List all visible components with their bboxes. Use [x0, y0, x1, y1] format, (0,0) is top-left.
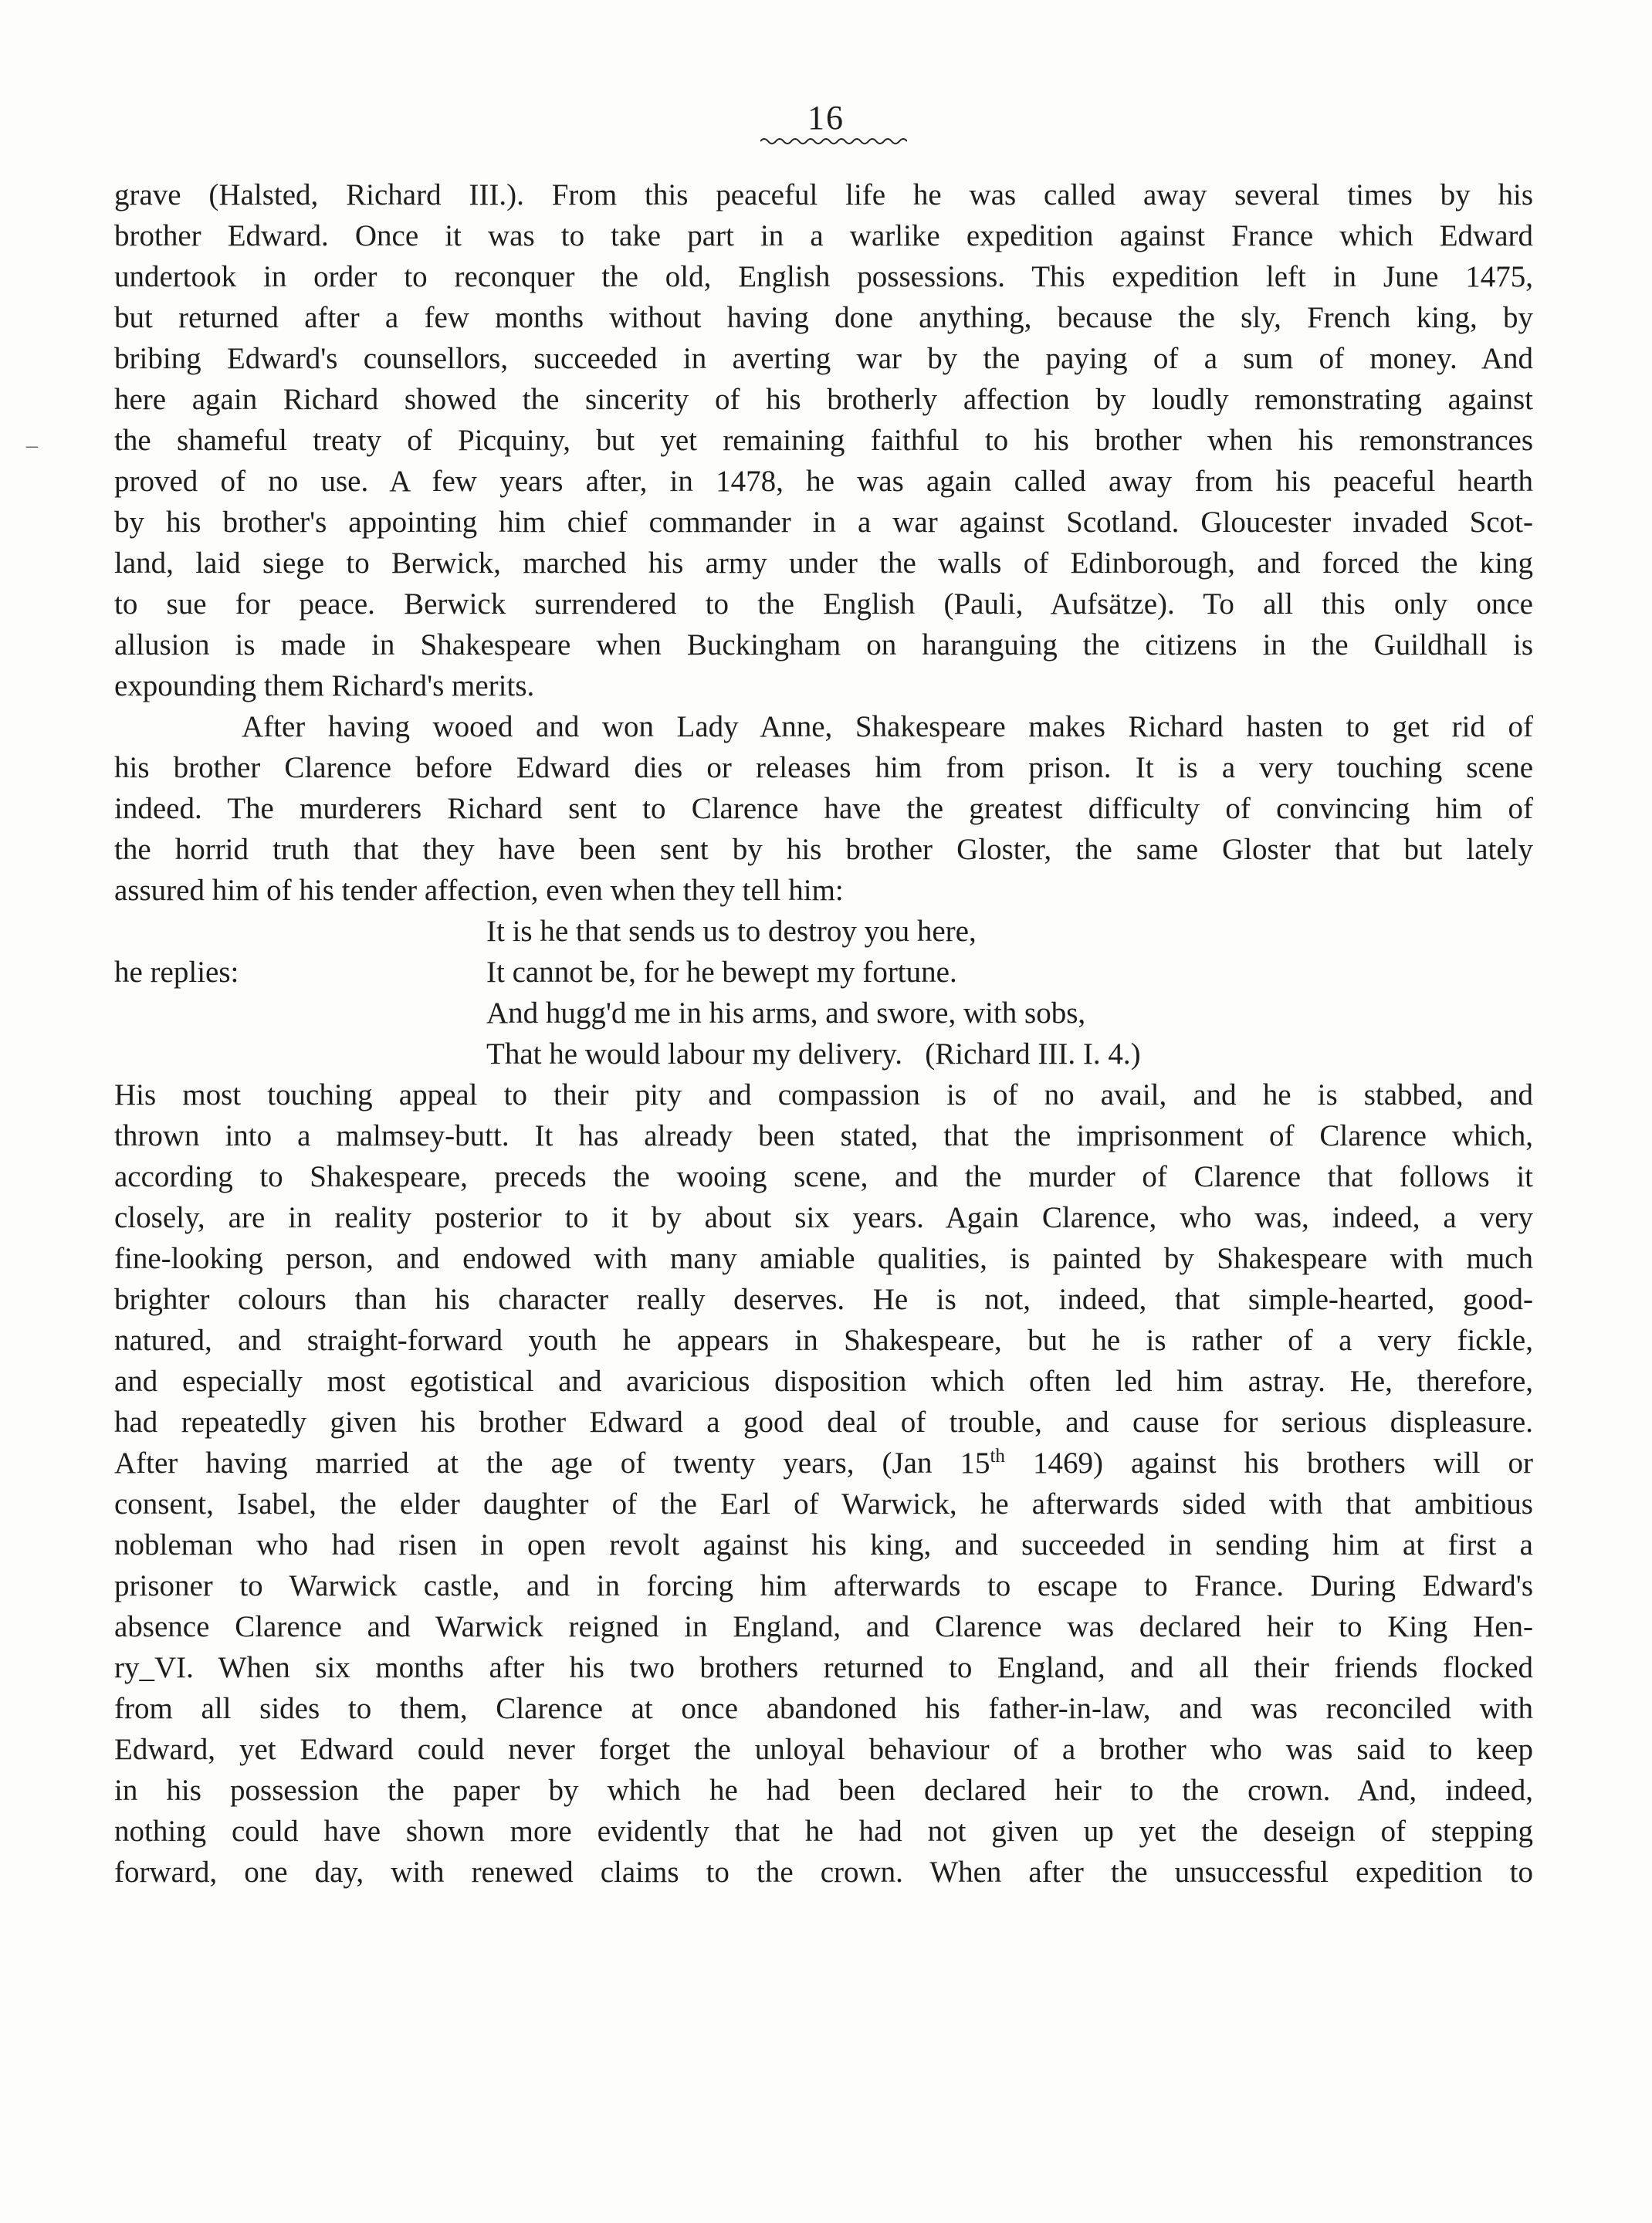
text-line: expounding them Richard's merits.: [114, 669, 535, 702]
text-line: assured him of his tender affection, even when they tell him:: [114, 874, 844, 907]
margin-dash-mark: –: [26, 432, 38, 458]
verse-line: That he would labour my delivery. (Richard III. I. 4.): [486, 1037, 1141, 1071]
paragraph: [114, 1074, 1533, 1893]
text-line: and especially most egotistical and avaricious disposition which often led him astray. He, therefore,: [114, 1365, 1533, 1398]
text-line: undertook in order to reconquer the old, English possessions. This expedition left in June 1475,: [114, 260, 1533, 293]
text-line: His most touching appeal to their pity and compassion is of no avail, and he is stabbed, and: [114, 1078, 1533, 1112]
text-line: brother Edward. Once it was to take part in a warlike expedition against France which Edward: [114, 219, 1533, 252]
text-line: forward, one day, with renewed claims to the crown. When after the unsuccessful expedition to: [114, 1856, 1533, 1889]
text-line: here again Richard showed the sincerity of his brotherly affection by loudly remonstrating against: [114, 383, 1533, 416]
text-line: by his brother's appointing him chief commander in a war against Scotland. Gloucester invaded Scot-: [114, 506, 1533, 539]
text-line: proved of no use. A few years after, in 1478, he was again called away from his peaceful hearth: [114, 465, 1533, 498]
text-line: to sue for peace. Berwick surrendered to the English (Pauli, Aufsätze). To all this only once: [114, 587, 1533, 621]
text-line: After having wooed and won Lady Anne, Shakespeare makes Richard hasten to get rid of: [242, 710, 1533, 743]
text-line: closely, are in reality posterior to it by about six years. Again Clarence, who was, indeed, a very: [114, 1201, 1533, 1234]
paragraph: [114, 174, 1533, 706]
verse-line: It cannot be, for he bewept my fortune.: [486, 956, 957, 989]
text-line: the horrid truth that they have been sent by his brother Gloster, the same Gloster that but lately: [114, 833, 1533, 866]
text-line-date: [114, 1443, 1533, 1484]
page-number: 16: [807, 99, 845, 137]
verse-line: It is he that sends us to destroy you here,: [486, 915, 977, 948]
text-line: allusion is made in Shakespeare when Buckingham on haranguing the citizens in the Guildhall is: [114, 628, 1533, 661]
date-line-start: After having married at the age of twenty years, (Jan 15: [114, 1446, 990, 1480]
date-line-end: 1469) against his brothers will or: [1004, 1446, 1533, 1480]
verse-row: [114, 993, 1533, 1034]
body-text: [114, 174, 1533, 1893]
text-line: absence Clarence and Warwick reigned in England, and Clarence was declared heir to King Hen-: [114, 1610, 1533, 1643]
verse-quotation: [114, 911, 1533, 1074]
text-line: Edward, yet Edward could never forget the unloyal behaviour of a brother who was said to keep: [114, 1733, 1533, 1766]
text-line: consent, Isabel, the elder daughter of the Earl of Warwick, he afterwards sided with that ambitious: [114, 1487, 1533, 1521]
verse-row: [114, 952, 1533, 993]
text-line: in his possession the paper by which he had been declared heir to the crown. And, indeed,: [114, 1774, 1533, 1807]
text-line: land, laid siege to Berwick, marched his army under the walls of Edinborough, and forced the king: [114, 546, 1533, 580]
verse-row: [114, 1034, 1533, 1074]
text-line: but returned after a few months without having done anything, because the sly, French king, by: [114, 301, 1533, 334]
text-line: nobleman who had risen in open revolt against his king, and succeeded in sending him at first a: [114, 1528, 1533, 1562]
wavy-rule-ornament: [760, 136, 907, 147]
text-line: the shameful treaty of Picquiny, but yet remaining faithful to his brother when his remonstrances: [114, 424, 1533, 457]
text-line: grave (Halsted, Richard III.). From this peaceful life he was called away several times by his: [114, 178, 1533, 211]
paragraph: [114, 706, 1533, 911]
text-line: brighter colours than his character really deserves. He is not, indeed, that simple-hearted, good-: [114, 1283, 1533, 1316]
text-line: bribing Edward's counsellors, succeeded in averting war by the paying of a sum of money. And: [114, 342, 1533, 375]
text-line: according to Shakespeare, preceds the wooing scene, and the murder of Clarence that follows it: [114, 1160, 1533, 1193]
text-line: had repeatedly given his brother Edward a good deal of trouble, and cause for serious displeasure.: [114, 1406, 1533, 1439]
verse-label: he replies:: [114, 956, 239, 989]
ordinal-superscript: th: [990, 1446, 1005, 1467]
text-line: indeed. The murderers Richard sent to Clarence have the greatest difficulty of convincing him of: [114, 792, 1533, 825]
text-line: his brother Clarence before Edward dies or releases him from prison. It is a very touching scene: [114, 751, 1533, 784]
text-line: nothing could have shown more evidently that he had not given up yet the deseign of stepping: [114, 1815, 1533, 1848]
verse-line: And hugg'd me in his arms, and swore, with sobs,: [486, 996, 1086, 1030]
text-line: thrown into a malmsey-butt. It has already been stated, that the imprisonment of Clarence which,: [114, 1119, 1533, 1152]
text-line: fine-looking person, and endowed with many amiable qualities, is painted by Shakespeare with much: [114, 1242, 1533, 1275]
verse-row: [114, 911, 1533, 952]
text-line: prisoner to Warwick castle, and in forcing him afterwards to escape to France. During Edward's: [114, 1569, 1533, 1602]
text-line: natured, and straight-forward youth he appears in Shakespeare, but he is rather of a very fickle,: [114, 1324, 1533, 1357]
text-line: ry_VI. When six months after his two brothers returned to England, and all their friends flocked: [114, 1651, 1533, 1684]
text-line: from all sides to them, Clarence at once abandoned his father-in-law, and was reconciled with: [114, 1692, 1533, 1725]
